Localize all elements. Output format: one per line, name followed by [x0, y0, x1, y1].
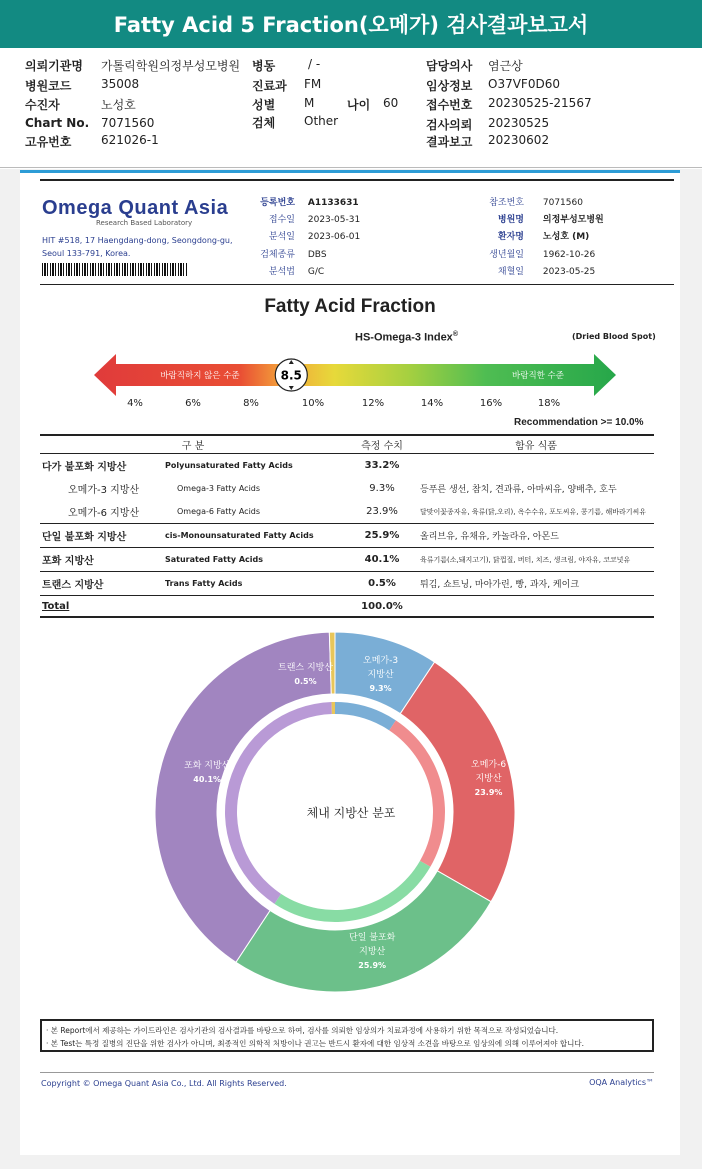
row-food: 등푸른 생선, 참치, 견과류, 아마씨유, 양배추, 호두 — [420, 485, 617, 495]
table-header: 측정 수치 — [346, 435, 418, 454]
row-eng-name: Saturated Fatty Acids — [163, 548, 346, 572]
good-range-label: 바람직한 수준 — [512, 371, 564, 381]
header-value: Other — [304, 114, 339, 128]
header-value: 7071560 — [101, 116, 155, 130]
disclaimer-notes — [40, 1019, 654, 1052]
row-kor-name: 단일 불포화 지방산 — [40, 524, 163, 548]
info-divider — [40, 284, 674, 285]
table-row — [40, 572, 654, 596]
accent-rule — [20, 170, 680, 173]
header-value: 621026-1 — [101, 133, 159, 147]
header-divider — [0, 167, 702, 168]
table-header: 구 분 — [40, 435, 346, 454]
row-eng-name: Trans Fatty Acids — [163, 572, 346, 596]
table-header: 함유 식품 — [418, 435, 654, 454]
header-label: 진료과 — [252, 79, 287, 93]
row-food — [418, 454, 654, 478]
report-title: Fatty Acid Fraction — [264, 296, 436, 317]
info-field: 생년월일 1962-10-26 — [489, 250, 596, 260]
request-header — [0, 51, 702, 169]
report-title-bar — [0, 0, 702, 48]
header-value: 20230525 — [488, 116, 550, 130]
header-value: / - — [308, 57, 321, 71]
row-kor-name: 다가 불포화 지방산 — [42, 462, 127, 473]
info-field: 분석법 G/C — [268, 267, 325, 277]
header-label: 결과보고 — [426, 135, 473, 149]
header-label: 고유번호 — [25, 135, 72, 149]
header-label: 나이 — [347, 98, 371, 112]
fatty-acid-table — [40, 434, 654, 618]
total-empty — [418, 596, 654, 618]
disclaimer-line: · 본 Test는 특정 질병의 진단을 위한 검사가 아니며, 최종적인 의학적 처방이나 권고는 반드시 환자에 대한 임상적 소견을 바탕으로 임상의에 의해 이루어져야 합니다. — [46, 1039, 585, 1048]
table-row — [40, 454, 654, 478]
brand-mark: OQA Analytics™ — [589, 1078, 654, 1087]
row-kor-name: 포화 지방산 — [40, 548, 163, 572]
header-label: 접수번호 — [426, 98, 473, 112]
header-value: FM — [304, 77, 322, 91]
header-label: 병원코드 — [25, 79, 72, 93]
row-kor-name: 오메가-6 지방산 — [68, 508, 140, 519]
lab-logo: Omega Quant Asia — [42, 197, 229, 219]
donut-center-title: 체내 지방산 분포 — [306, 806, 396, 820]
donut-label-trans: 트랜스 지방산 0.5% — [278, 663, 334, 686]
header-value: 노성호 — [101, 98, 136, 112]
donut-label-mono: 단일 불포화 지방산 25.9% — [349, 933, 396, 970]
row-food: 달맞이꽃종자유, 육류(닭,오리), 옥수수유, 포도씨유, 콩기름, 해바라기씨유 — [420, 507, 647, 516]
row-eng-name: Omega-3 Fatty Acids — [177, 484, 261, 493]
header-label: 성별 — [252, 98, 276, 112]
donut-inner-slice-4 — [332, 702, 335, 714]
row-value: 25.9% — [346, 524, 418, 548]
info-field: 병원명 의정부성모병원 — [497, 215, 604, 225]
total-label: Total — [40, 596, 346, 618]
info-field: 분석일 2023-06-01 — [268, 232, 361, 242]
scale-tick: 16% — [479, 398, 503, 409]
scale-tick: 18% — [537, 398, 561, 409]
sample-note: (Dried Blood Spot) — [572, 332, 656, 341]
header-label: 수진자 — [25, 98, 60, 112]
table-total-row — [40, 596, 654, 618]
row-value: 40.1% — [346, 548, 418, 572]
row-food: 튀김, 쇼트닝, 마아가린, 빵, 과자, 케이크 — [418, 572, 654, 596]
donut-label-omega6: 오메가-6 지방산 23.9% — [471, 760, 507, 797]
row-value: 23.9% — [366, 506, 398, 517]
index-title: HS-Omega-3 Index® — [355, 331, 458, 344]
donut-label-saturated: 포화 지방산 40.1% — [184, 761, 231, 784]
header-label: 의뢰기관명 — [25, 59, 83, 73]
scale-tick: 6% — [185, 398, 201, 409]
row-value: 33.2% — [364, 460, 400, 471]
donut-label-omega3: 오메가-3 지방산 9.3% — [363, 656, 399, 693]
header-label: 병동 — [252, 59, 276, 73]
info-field: 참조번호 7071560 — [489, 198, 583, 208]
index-marker — [275, 359, 307, 391]
header-label: 임상정보 — [426, 79, 473, 93]
document-title: Fatty Acid 5 Fraction(오메가) 검사결과보고서 — [113, 13, 589, 37]
header-value: 35008 — [101, 77, 140, 91]
header-value: 20230525-21567 — [488, 96, 592, 110]
header-value: 60 — [383, 96, 399, 110]
header-value: 20230602 — [488, 133, 550, 147]
row-eng-name: Omega-6 Fatty Acids — [177, 507, 261, 516]
row-eng-name: cis-Monounsaturated Fatty Acids — [163, 524, 346, 548]
header-label: 검사의뢰 — [426, 118, 473, 132]
scale-tick: 4% — [127, 398, 143, 409]
row-kor-name: 트랜스 지방산 — [40, 572, 163, 596]
table-row — [40, 500, 654, 524]
row-value: 0.5% — [346, 572, 418, 596]
row-food: 올리브유, 유채유, 카놀라유, 아몬드 — [418, 524, 654, 548]
lab-address: HIT #518, 17 Haengdang-dong, Seongdong-gu, Seoul 133-791, Korea. — [42, 236, 233, 258]
header-label: Chart No. — [25, 116, 90, 130]
scale-tick: 10% — [301, 398, 325, 409]
info-field: 접수일 2023-05-31 — [268, 215, 361, 225]
table-row — [40, 548, 654, 572]
table-row — [40, 477, 654, 500]
info-field: 등록번호 A1133631 — [260, 198, 359, 208]
bad-range-label: 바람직하지 않은 수준 — [160, 371, 240, 381]
header-value: 염근상 — [488, 59, 523, 73]
total-value: 100.0% — [346, 596, 418, 618]
info-field: 채혈일 2023-05-25 — [497, 267, 596, 277]
scale-tick: 12% — [361, 398, 385, 409]
report-page — [20, 170, 680, 1155]
header-value: M — [304, 96, 315, 110]
table-row — [40, 524, 654, 548]
info-field: 환자명 노성호 (M) — [497, 232, 590, 242]
copyright: Copyright © Omega Quant Asia Co., Ltd. All Rights Reserved. — [41, 1079, 287, 1088]
row-value: 9.3% — [369, 483, 395, 494]
lab-tagline: Research Based Laboratory — [96, 219, 193, 227]
header-value: O37VF0D60 — [488, 77, 560, 91]
header-value: 가톨릭학원의정부성모병원 — [101, 59, 241, 73]
scale-tick: 14% — [420, 398, 444, 409]
scale-tick: 8% — [243, 398, 259, 409]
header-label: 담당의사 — [426, 59, 473, 73]
footer-rule — [40, 1072, 654, 1073]
row-food: 육류기름(소,돼지고기), 닭껍질, 버터, 치즈, 생크림, 야자유, 코코넛유 — [418, 548, 654, 572]
barcode — [42, 263, 187, 276]
omega3-index-scale — [90, 352, 630, 398]
report-top-rule — [40, 179, 674, 181]
index-value: 8.5 — [280, 368, 302, 383]
header-label: 검체 — [252, 116, 276, 130]
row-kor-name: 오메가-3 지방산 — [68, 485, 140, 496]
row-eng-name: Polyunsaturated Fatty Acids — [165, 461, 293, 470]
disclaimer-line: · 본 Report에서 제공하는 가이드라인은 검사기관의 검사결과를 바탕으로 하여, 검사를 의뢰한 임상의가 치료과정에 사용하기 위한 목적으로 작성되었습니다. — [46, 1026, 559, 1035]
recommendation: Recommendation >= 10.0% — [514, 417, 644, 428]
info-field: 검체종류 DBS — [260, 250, 327, 260]
table-header-row — [40, 435, 654, 454]
